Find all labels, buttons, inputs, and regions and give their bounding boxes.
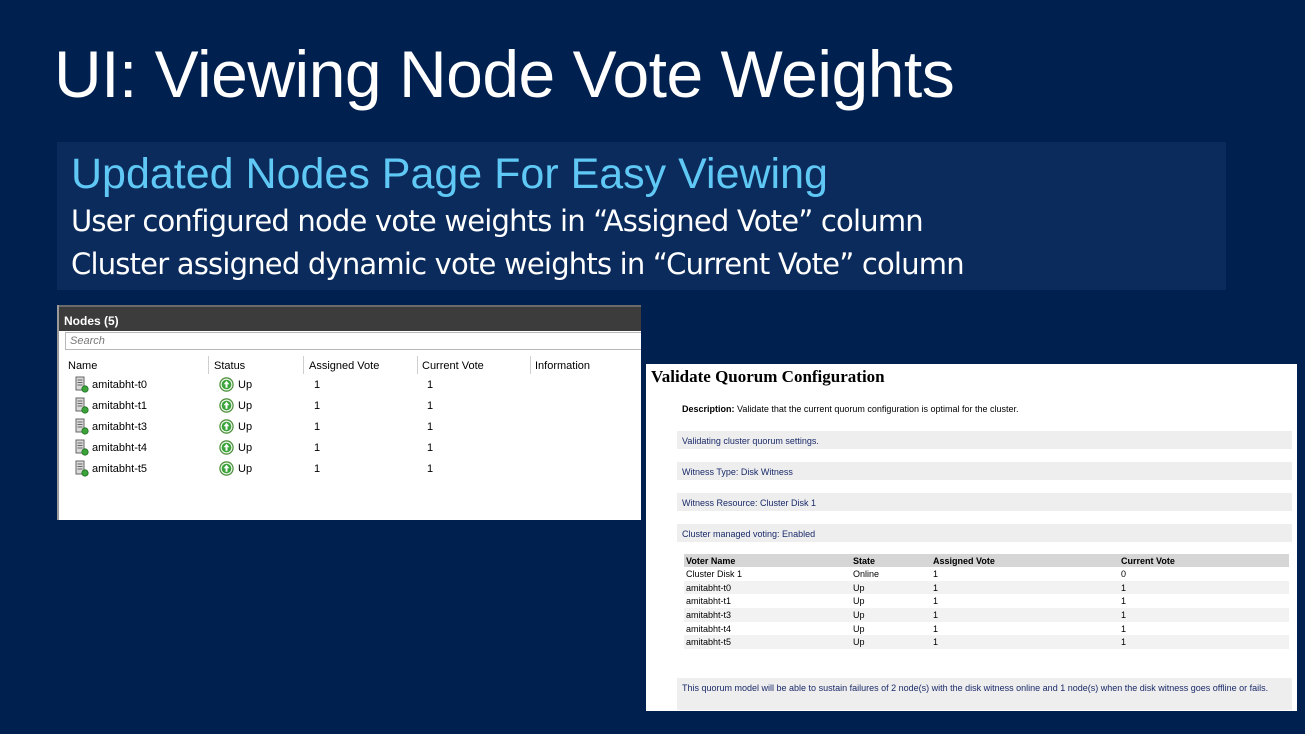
- voter-current-vote: 1: [1121, 623, 1127, 634]
- voter-current-vote: 1: [1121, 637, 1127, 648]
- voter-assigned-vote: 1: [933, 582, 939, 593]
- voter-name: amitabht-t4: [686, 623, 732, 634]
- status-bar-managed-voting: Cluster managed voting: Enabled: [677, 524, 1292, 542]
- node-current-vote: 1: [427, 421, 434, 433]
- voter-name: amitabht-t1: [686, 596, 732, 607]
- column-information[interactable]: Information: [535, 360, 591, 372]
- server-node-icon: [75, 439, 89, 456]
- status-bar-validating: Validating cluster quorum settings.: [677, 431, 1292, 449]
- header-state: State: [853, 556, 876, 566]
- voter-current-vote: 0: [1121, 569, 1127, 579]
- voter-assigned-vote: 1: [933, 596, 939, 607]
- up-arrow-icon: [219, 377, 234, 392]
- server-node-icon: [75, 397, 89, 414]
- node-status: Up: [238, 400, 253, 412]
- voter-row: [684, 594, 1289, 608]
- node-name: amitabht-t1: [92, 400, 148, 412]
- node-row[interactable]: [59, 396, 641, 417]
- node-assigned-vote: 1: [314, 421, 321, 433]
- voter-current-vote: 1: [1121, 582, 1127, 593]
- info-line-assigned: User configured node vote weights in “Assigned Vote” column: [71, 204, 923, 238]
- info-heading: Updated Nodes Page For Easy Viewing: [71, 150, 828, 198]
- up-arrow-icon: [219, 440, 234, 455]
- voter-row: [684, 608, 1289, 622]
- column-status[interactable]: Status: [210, 356, 304, 374]
- voter-state: Up: [853, 623, 865, 634]
- node-name: amitabht-t5: [92, 463, 148, 475]
- voter-name: Cluster Disk 1: [686, 569, 743, 579]
- voter-state: Up: [853, 582, 865, 593]
- voter-state: Online: [853, 569, 880, 579]
- column-name[interactable]: Name: [64, 356, 209, 374]
- header-voter-name: Voter Name: [686, 556, 736, 566]
- node-name: amitabht-t0: [92, 379, 148, 391]
- report-title: Validate Quorum Configuration: [651, 367, 885, 386]
- info-box: [57, 142, 1226, 290]
- nodes-panel: [57, 305, 641, 520]
- node-row[interactable]: [59, 417, 641, 438]
- description-label: Description:: [682, 404, 735, 414]
- node-status: Up: [238, 379, 253, 391]
- node-assigned-vote: 1: [314, 463, 321, 475]
- node-current-vote: 1: [427, 463, 434, 475]
- header-assigned-vote: Assigned Vote: [933, 556, 995, 566]
- voter-assigned-vote: 1: [933, 569, 939, 579]
- voter-name: amitabht-t3: [686, 610, 732, 621]
- nodes-column-headers: [59, 356, 641, 374]
- voter-assigned-vote: 1: [933, 623, 939, 634]
- server-node-icon: [75, 418, 89, 435]
- header-current-vote: Current Vote: [1121, 556, 1175, 566]
- voter-current-vote: 1: [1121, 610, 1127, 621]
- node-status: Up: [238, 463, 253, 475]
- slide-title: UI: Viewing Node Vote Weights: [54, 37, 955, 111]
- node-assigned-vote: 1: [314, 400, 321, 412]
- node-row[interactable]: [59, 375, 641, 396]
- node-current-vote: 1: [427, 442, 434, 454]
- voter-name: amitabht-t0: [686, 582, 732, 593]
- node-name: amitabht-t3: [92, 421, 148, 433]
- report-footer: This quorum model will be able to sustain failures of 2 node(s) with the disk witness online and 1 node(s) when the disk witness goes offline or fails.: [677, 678, 1292, 710]
- voter-state: Up: [853, 596, 865, 607]
- status-bar-witness-type: Witness Type: Disk Witness: [677, 462, 1292, 480]
- voter-row: [684, 622, 1289, 636]
- server-node-icon: [75, 460, 89, 477]
- node-status: Up: [238, 421, 253, 433]
- voter-row: [684, 581, 1289, 595]
- column-assigned-vote[interactable]: Assigned Vote: [305, 356, 418, 374]
- report-description: [682, 404, 1019, 414]
- nodes-header: Nodes (5): [59, 305, 641, 331]
- node-assigned-vote: 1: [314, 442, 321, 454]
- node-row[interactable]: [59, 459, 641, 480]
- voter-table-header: [684, 554, 1289, 567]
- up-arrow-icon: [219, 398, 234, 413]
- node-current-vote: 1: [427, 379, 434, 391]
- nodes-list: [59, 375, 641, 480]
- up-arrow-icon: [219, 419, 234, 434]
- info-line-current: Cluster assigned dynamic vote weights in “Current Vote” column: [71, 247, 964, 281]
- voter-name: amitabht-t5: [686, 637, 732, 648]
- description-text: Validate that the current quorum configuration is optimal for the cluster.: [734, 404, 1019, 414]
- node-assigned-vote: 1: [314, 379, 321, 391]
- voter-current-vote: 1: [1121, 596, 1127, 607]
- node-status: Up: [238, 442, 253, 454]
- voter-state: Up: [853, 610, 865, 621]
- up-arrow-icon: [219, 461, 234, 476]
- node-row[interactable]: [59, 438, 641, 459]
- validate-quorum-report: [646, 364, 1297, 711]
- voter-row: [684, 635, 1289, 649]
- node-current-vote: 1: [427, 400, 434, 412]
- node-name: amitabht-t4: [92, 442, 148, 454]
- column-current-vote[interactable]: Current Vote: [418, 356, 531, 374]
- server-node-icon: [75, 376, 89, 393]
- search-input[interactable]: Search: [65, 332, 641, 350]
- voter-row: [684, 567, 1289, 581]
- voter-table: [684, 554, 1289, 649]
- voter-assigned-vote: 1: [933, 637, 939, 648]
- voter-state: Up: [853, 637, 865, 648]
- voter-assigned-vote: 1: [933, 610, 939, 621]
- status-bar-witness-resource: Witness Resource: Cluster Disk 1: [677, 493, 1292, 511]
